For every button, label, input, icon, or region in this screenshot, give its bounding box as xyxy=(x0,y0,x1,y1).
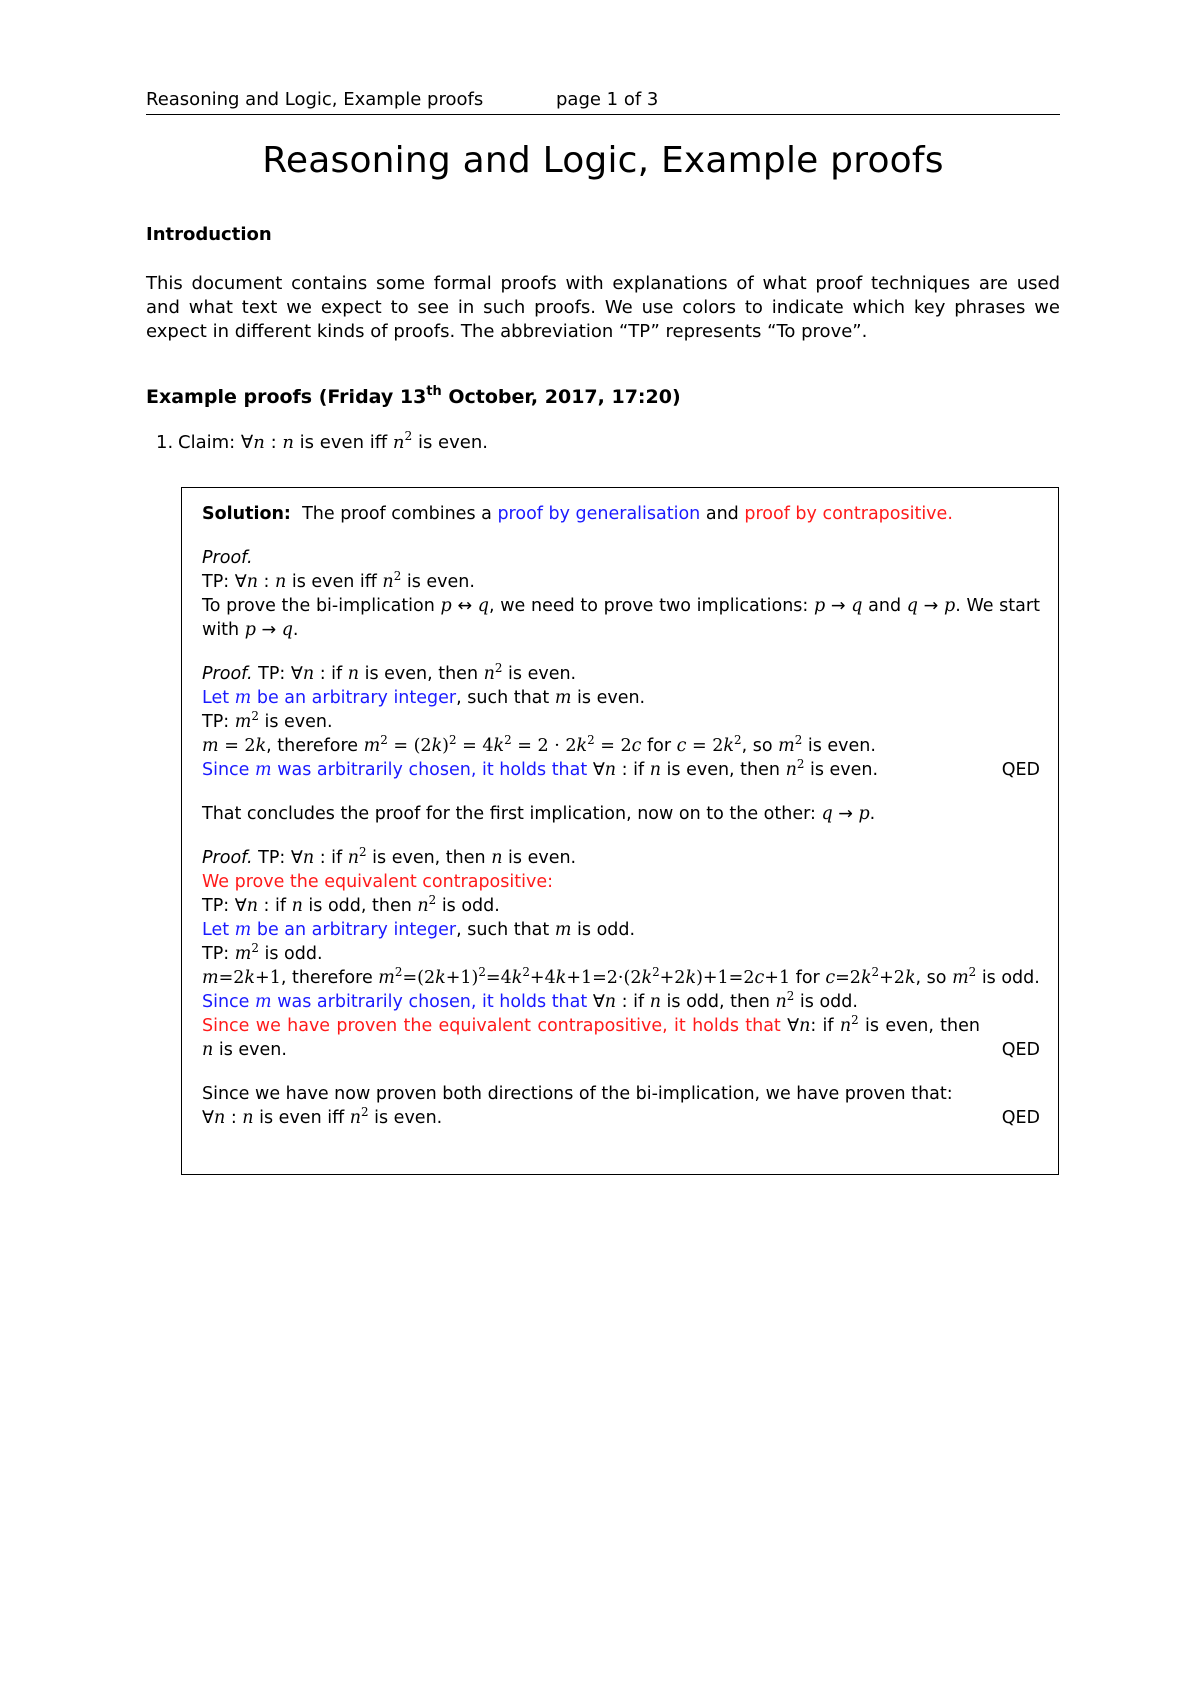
solution-intro: Solution: The proof combines a proof by generalisation and proof by contrapositive. xyxy=(202,504,953,524)
example-proofs-heading: Example proofs (Friday 13th October, 2017, 17:20) xyxy=(146,384,681,408)
qed-marker: QED xyxy=(1001,760,1040,780)
solution-box xyxy=(181,487,1059,1175)
proof-overview: Proof. TP: ∀n : n is even iff $n^2$ is even. To prove the bi-implication p ↔ q, we need to prove two implications: p → q and q → p. We start with p → q. xyxy=(202,548,1040,640)
introduction-heading: Introduction xyxy=(146,224,272,245)
running-header xyxy=(146,86,1060,115)
header-page-number: page 1 of 3 xyxy=(556,89,659,110)
final-conclusion: Since we have now proven both directions of the bi-implication, we have proven that: ∀n : n is even iff $n^2$ is even. QED xyxy=(202,1084,1040,1128)
transition-text: That concludes the proof for the first implication, now on to the other: q → p. xyxy=(202,804,876,824)
proof-second-implication: Proof. TP: ∀n : if $n^2$ is even, then n is even. We prove the equivalent contrapositive: TP: ∀n : if n is odd, then $n^2$ is odd. Let m be an arbitrary integer, such that m is odd. TP: $m^2$ is odd. m=2k+1, therefore $m^2=(2k+1)^2=4k^2+4k+1=2\cdot(2k^2+2k)+1=2c+1$ for $c=2k^2+2k$, so $m^2$ is odd. Since m was arbitrarily chosen, it holds that ∀n : if n is odd, then $n^2$ is odd. Since we have proven the equivalent contrapositive, it holds that ∀n: if $n^2$ is even, then n is even. QED xyxy=(202,844,1040,1060)
proof-first-implication: Proof. TP: ∀n : if n is even, then $n^2$ is even. Let m be an arbitrary integer, such that m is even. TP: $m^2$ is even. m = 2k, therefore $m^2 = (2k)^2 = 4k^2 = 2 \cdot 2k^2 = 2c$ for $c = 2k^2$, so $m^2$ is even. Since m was arbitrarily chosen, it holds that ∀n : if n is even, then $n^2$ is even. QED xyxy=(202,660,1040,780)
document-page xyxy=(146,0,1060,1696)
introduction-text: This document contains some formal proofs with explanations of what proof techniques are used and what text we expect to see in such proofs. We use colors to indicate which key phrases we expect in different kinds of proofs. The abbreviation “TP” represents “To prove”. xyxy=(146,273,1060,342)
qed-marker: QED xyxy=(1001,1108,1040,1128)
claim-number: 1. xyxy=(156,432,174,453)
document-title: Reasoning and Logic, Example proofs xyxy=(262,140,944,181)
claim-text: Claim: ∀n : n is even iff $n^2$ is even. xyxy=(178,429,488,453)
header-title: Reasoning and Logic, Example proofs xyxy=(146,89,484,110)
qed-marker: QED xyxy=(1001,1040,1040,1060)
